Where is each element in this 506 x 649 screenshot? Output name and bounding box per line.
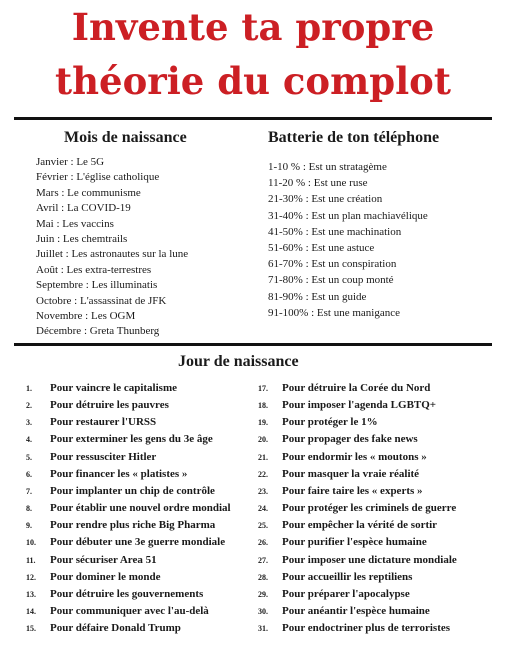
day-text: Pour protéger les criminels de guerre	[282, 502, 457, 515]
month-item: Octobre : L'assassinat de JFK	[36, 294, 167, 307]
day-text: Pour imposer une dictature mondiale	[282, 553, 457, 566]
day-item	[258, 552, 457, 569]
day-number: 24.	[258, 504, 268, 514]
day-item	[26, 552, 231, 569]
day-number: 22.	[258, 469, 268, 479]
day-text: Pour purifier l'espèce humaine	[282, 536, 427, 549]
day-item	[258, 466, 457, 483]
day-number: 11.	[26, 555, 36, 565]
day-text: Pour financer les « platistes »	[50, 467, 188, 480]
day-text: Pour dominer le monde	[50, 570, 161, 583]
day-text: Pour propager des fake news	[282, 433, 418, 446]
day-item	[26, 586, 231, 603]
title-line-2: théorie du complot	[55, 59, 451, 103]
month-item: Août : Les extra-terrestres	[36, 263, 152, 276]
day-number: 5.	[26, 452, 32, 462]
day-text: Pour communiquer avec l'au-delà	[50, 605, 209, 618]
month-item: Septembre : Les illuminatis	[36, 279, 158, 292]
day-item	[258, 449, 457, 466]
day-item	[258, 414, 457, 431]
month-item: Mai : Les vaccins	[36, 217, 114, 230]
day-number: 8.	[26, 504, 32, 514]
battery-item: 21-30% : Est une création	[268, 193, 383, 206]
day-number: 25.	[258, 521, 268, 531]
day-item	[26, 569, 231, 586]
day-text: Pour endormir les « moutons »	[282, 450, 427, 463]
battery-item: 81-90% : Est un guide	[268, 290, 367, 303]
day-text: Pour préparer l'apocalypse	[282, 587, 410, 600]
month-item: Avril : La COVID-19	[36, 202, 131, 215]
day-item	[26, 449, 231, 466]
day-item	[26, 620, 231, 637]
divider-middle	[14, 343, 492, 346]
battery-item: 41-50% : Est une machination	[268, 225, 402, 238]
day-number: 1.	[26, 384, 32, 393]
day-item	[258, 483, 457, 500]
days-list-left	[26, 380, 231, 637]
battery-item: 31-40% : Est un plan machiavélique	[268, 209, 428, 222]
day-number: 2.	[26, 401, 32, 411]
day-text: Pour anéantir l'espèce humaine	[282, 605, 430, 618]
day-item	[258, 603, 457, 620]
battery-item: 61-70% : Est un conspiration	[268, 258, 397, 271]
day-text: Pour ressusciter Hitler	[50, 450, 157, 463]
day-number: 30.	[258, 607, 268, 617]
day-item	[258, 397, 457, 414]
month-item: Juin : Les chemtrails	[36, 233, 128, 246]
day-item	[258, 500, 457, 517]
day-number: 13.	[26, 589, 36, 599]
day-text: Pour restaurer l'URSS	[50, 416, 157, 429]
title-line-1: Invente ta propre	[71, 5, 435, 49]
day-text: Pour protéger le 1%	[282, 416, 378, 429]
day-text: Pour détruire les gouvernements	[50, 587, 204, 600]
day-text: Pour empêcher la vérité de sortir	[282, 519, 438, 532]
day-item	[258, 534, 457, 551]
day-number: 18.	[258, 401, 268, 411]
day-number: 6.	[26, 469, 32, 479]
day-item	[26, 603, 231, 620]
day-text: Pour faire taire les « experts »	[282, 484, 423, 497]
day-number: 15.	[26, 624, 36, 634]
day-text: Pour vaincre le capitalisme	[50, 382, 177, 394]
day-number: 27.	[258, 555, 268, 565]
day-item	[26, 380, 231, 397]
battery-item: 1-10 % : Est un stratagème	[268, 161, 387, 173]
day-text: Pour exterminer les gens du 3e âge	[50, 433, 213, 446]
day-number: 26.	[258, 538, 268, 548]
day-number: 3.	[26, 418, 32, 428]
day-item	[26, 500, 231, 517]
day-item	[26, 414, 231, 431]
day-number: 4.	[26, 435, 32, 445]
months-heading: Mois de naissance	[64, 129, 187, 146]
day-text: Pour accueillir les reptiliens	[282, 570, 413, 583]
month-item: Mars : Le communisme	[36, 186, 141, 199]
day-text: Pour défaire Donald Trump	[50, 622, 181, 635]
days-list-right	[258, 380, 457, 637]
day-item	[258, 620, 457, 637]
day-text: Pour détruire la Corée du Nord	[282, 382, 431, 394]
battery-item: 51-60% : Est une astuce	[268, 242, 375, 255]
day-text: Pour détruire les pauvres	[50, 399, 169, 412]
day-item	[258, 431, 457, 448]
day-number: 7.	[26, 486, 32, 496]
day-number: 12.	[26, 572, 36, 582]
day-number: 19.	[258, 418, 268, 428]
day-item	[258, 586, 457, 603]
day-item	[26, 517, 231, 534]
day-number: 9.	[26, 521, 32, 531]
day-item	[258, 569, 457, 586]
day-item	[258, 517, 457, 534]
months-list	[36, 155, 188, 340]
day-text: Pour établir une nouvel ordre mondial	[50, 502, 231, 515]
battery-list	[268, 159, 428, 321]
day-number: 10.	[26, 538, 36, 548]
day-item	[26, 534, 231, 551]
day-number: 17.	[258, 384, 268, 393]
day-text: Pour implanter un chip de contrôle	[50, 484, 215, 497]
month-item: Juillet : Les astronautes sur la lune	[36, 248, 189, 261]
day-number: 14.	[26, 607, 36, 617]
battery-item: 71-80% : Est un coup monté	[268, 274, 394, 287]
day-number: 29.	[258, 589, 268, 599]
battery-item: 91-100% : Est une manigance	[268, 306, 400, 319]
battery-item: 11-20 % : Est une ruse	[268, 177, 368, 190]
day-number: 21.	[258, 452, 268, 462]
day-text: Pour masquer la vraie réalité	[282, 467, 420, 480]
day-number: 23.	[258, 486, 268, 496]
month-item: Janvier : Le 5G	[36, 156, 105, 168]
day-text: Pour imposer l'agenda LGBTQ+	[282, 399, 437, 412]
month-item: Novembre : Les OGM	[36, 310, 136, 323]
day-number: 20.	[258, 435, 268, 445]
days-heading: Jour de naissance	[178, 353, 299, 370]
day-number: 31.	[258, 624, 268, 634]
battery-heading: Batterie de ton téléphone	[268, 129, 440, 146]
day-text: Pour endoctriner plus de terroristes	[282, 622, 451, 635]
month-item: Décembre : Greta Thunberg	[36, 325, 160, 338]
day-item	[26, 431, 231, 448]
day-item	[258, 380, 457, 397]
day-text: Pour débuter une 3e guerre mondiale	[50, 536, 226, 549]
day-item	[26, 397, 231, 414]
month-item: Février : L'église catholique	[36, 171, 160, 184]
day-text: Pour rendre plus riche Big Pharma	[50, 519, 216, 532]
day-item	[26, 483, 231, 500]
day-text: Pour sécuriser Area 51	[50, 553, 157, 566]
day-item	[26, 466, 231, 483]
divider-top	[14, 117, 492, 120]
day-number: 28.	[258, 572, 268, 582]
